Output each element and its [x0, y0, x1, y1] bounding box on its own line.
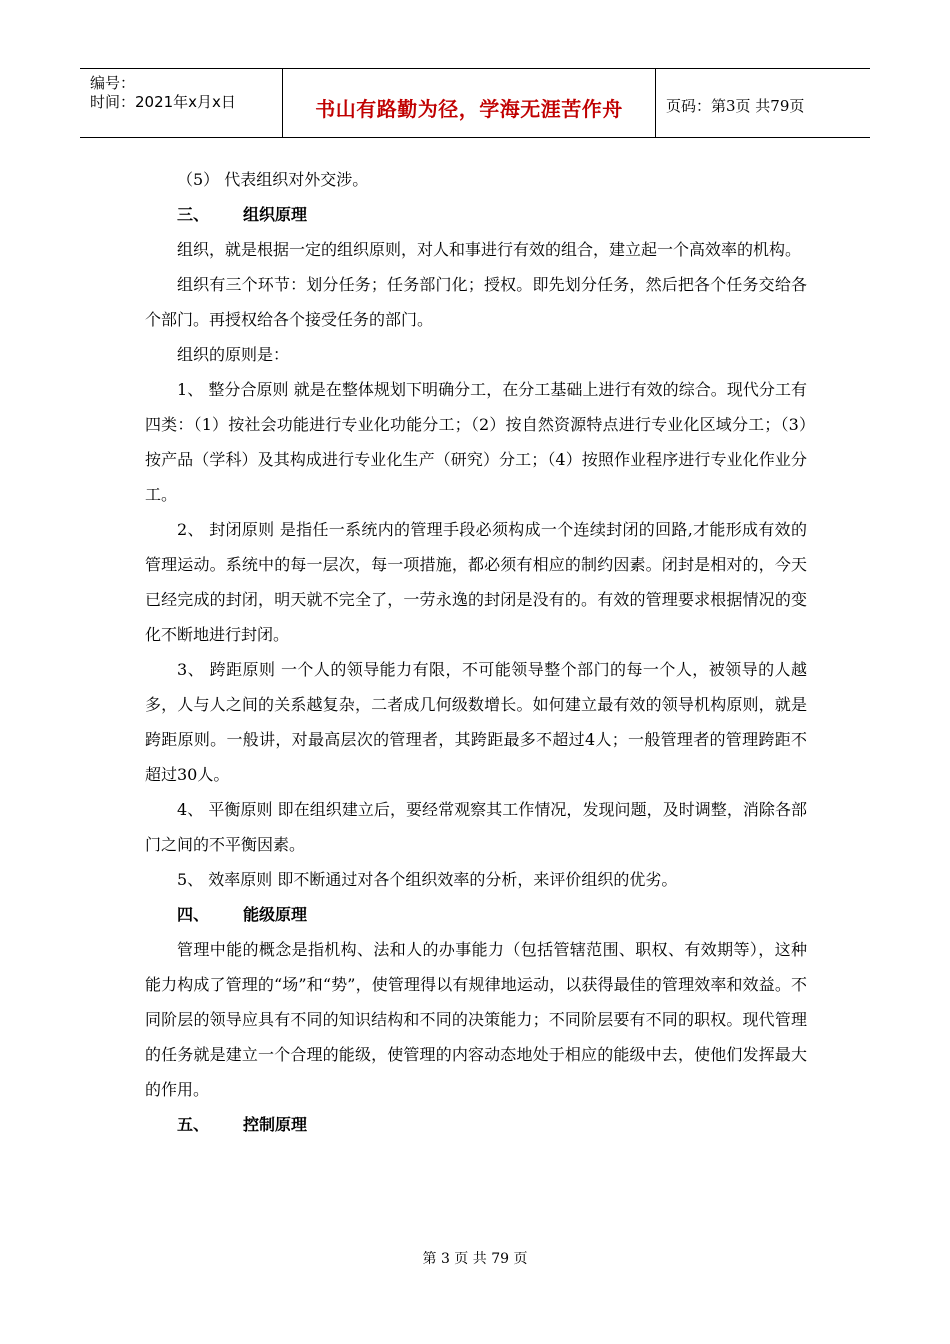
- section-heading-5: [145, 1107, 807, 1142]
- section-title-4: 能级原理: [243, 905, 308, 924]
- page-footer: 第 3 页 共 79 页: [422, 1251, 528, 1267]
- document-body: [145, 162, 807, 1142]
- paragraph-principle-5: 5、 效率原则 即不断通过对各个组织效率的分析，来评价组织的优劣。: [177, 870, 678, 889]
- section-title-5: 控制原理: [243, 1115, 308, 1134]
- paragraph-organization-definition: 组织，就是根据一定的组织原则，对人和事进行有效的组合，建立起一个高效率的机构。: [177, 240, 802, 259]
- paragraph-principle-3: 3、 跨距原则 一个人的领导能力有限，不可能领导整个部门的每一个人，被领导的人越多，人与人之间的关系越复杂，二者成几何级数增长。如何建立最有效的领导机构原则，就是跨距原则。一般讲，对最高层次的管理者，其跨距最多不超过4人；一般管理者的管理跨距不超过30人。: [145, 660, 807, 784]
- section-title-3: 组织原理: [243, 205, 308, 224]
- header-motto: 书山有路勤为径，学海无涯苦作舟: [315, 97, 623, 121]
- document-number-label: 编号：: [90, 74, 136, 92]
- section-number-5: 五、: [177, 1115, 210, 1134]
- header-page-info: 页码：第3页 共79页: [666, 97, 805, 115]
- section-number-4: 四、: [177, 905, 210, 924]
- paragraph-principle-1: 1、 整分合原则 就是在整体规划下明确分工，在分工基础上进行有效的综合。现代分工有四类：（1）按社会功能进行专业化功能分工；（2）按自然资源特点进行专业化区域分工；（3）按产品（学科）及其构成进行专业化生产（研究）分工；（4）按照作业程序进行专业化作业分工。: [145, 380, 807, 504]
- section-heading-4: [145, 897, 807, 932]
- paragraph-principle-4: 4、 平衡原则 即在组织建立后，要经常观察其工作情况，发现问题，及时调整，消除各部门之间的不平衡因素。: [145, 800, 807, 854]
- section-heading-3: [145, 197, 807, 232]
- section-number-3: 三、: [177, 205, 210, 224]
- paragraph-principle-2: 2、 封闭原则 是指任一系统内的管理手段必须构成一个连续封闭的回路,才能形成有效的管理运动。系统中的每一层次，每一项措施，都必须有相应的制约因素。闭封是相对的，今天已经完成的封闭，明天就不完全了，一劳永逸的封闭是没有的。有效的管理要求根据情况的变化不断地进行封闭。: [145, 520, 807, 644]
- page-header: [80, 68, 870, 138]
- list-item-5: （5） 代表组织对外交涉。: [177, 170, 369, 189]
- header-left-cell: [80, 69, 282, 137]
- paragraph-organization-steps: 组织有三个环节：划分任务；任务部门化；授权。即先划分任务，然后把各个任务交给各个部门。再授权给各个接受任务的部门。: [145, 275, 807, 329]
- paragraph-principles-intro: 组织的原则是：: [177, 345, 290, 364]
- document-date: 时间：2021年x月x日: [90, 93, 236, 111]
- header-right-cell: [656, 69, 870, 137]
- header-motto-cell: [282, 69, 656, 137]
- paragraph-energy-level: 管理中能的概念是指机构、法和人的办事能力（包括管辖范围、职权、有效期等），这种能力构成了管理的“场”和“势”，使管理得以有规律地运动，以获得最佳的管理效率和效益。不同阶层的领导应具有不同的知识结构和不同的决策能力；不同阶层要有不同的职权。现代管理的任务就是建立一个合理的能级，使管理的内容动态地处于相应的能级中去，使他们发挥最大的作用。: [145, 940, 807, 1099]
